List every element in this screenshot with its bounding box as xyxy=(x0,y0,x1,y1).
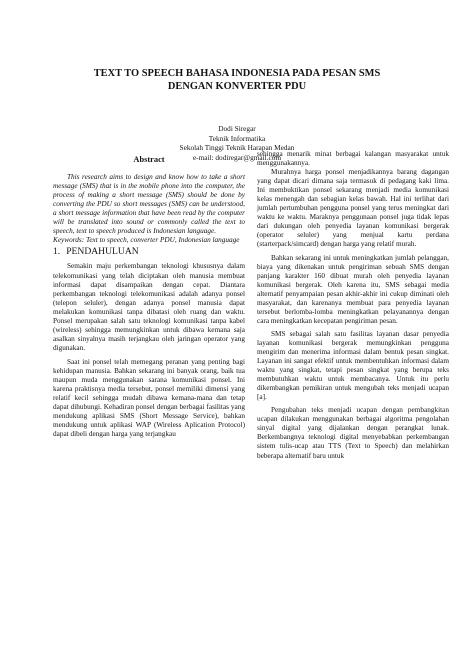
author-department: Teknik Informatika xyxy=(208,133,266,143)
title-line-1: TEXT TO SPEECH BAHASA INDONESIA PADA PESAN SMS xyxy=(93,68,381,79)
left-column xyxy=(53,150,245,439)
section-number: 1. xyxy=(53,246,61,258)
author-email: e-mail: dodiregar@gmail.com xyxy=(192,152,282,162)
intro-paragraph-2: Saat ini ponsel telah memegang peranan yang penting bagi kehidupan manusia. Bahkan sekarang ini banyak orang, baik tua maupun muda menggunakan sarana komunikasi ponsel. Ini karena praktisnya media tersebut, ponsel memiliki dimensi yang relatif kecil sehingga mudah dibawa kemana-mana dan tetap dapat dihubungi. Kehadiran ponsel dengan berbagai fasilitas yang mendukung aplikasi SMS (Short Message Service), bahkan mendukung untuk aplikasi WAP (Wireless Aplication Protocol) dapat dibeli dengan harga yang terjangkau xyxy=(53,357,245,439)
author-name: Dodi Siregar xyxy=(218,124,256,133)
intro-paragraph-1: Semakin maju perkembangan teknologi khususnya dalam telekomunikasi yang telah diciptakan oleh manusia membuat informasi dapat disampaikan dengan cepat. Diantara perkembangan teknologi telekomunikasi adalah adanya ponsel (telepon seluler), dengan adanya ponsel manusia dapat melakukan komunikasi tanpa dibatasi oleh ruang dan waktu. Ponsel merupakan salah satu teknologi komunikasi tanpa kabel (wireless) sehingga memungkinkan untuk dibawa kemana saja asalkan sinyalnya masih terjangkau oleh jaringan operator yang digunakan. xyxy=(53,262,245,352)
paper-title xyxy=(0,68,474,93)
right-paragraph-1: sehingga menarik minat berbagai kalangan masyarakat untuk menggunakannya. xyxy=(257,150,449,168)
right-paragraph-3: Bahkan sekarang ini untuk meningkatkan jumlah pelanggan, biaya yang dikenakan untuk pengiriman sebuah SMS dengan panjang karakter 160 dibuat murah oleh penyedia layanan komunikasi bergerak. Oleh karena itu, SMS sebagai media alternatif penyampaian pesan akhir-akhir ini cukup diminati oleh masyarakat, dan karenanya membuat para penyedia layanan tersebut berlomba-lomba meningkatkan pelayanannya dengan cara meningkatkan kecepatan pengiriman pesan. xyxy=(257,253,449,325)
keywords: Keywords: Text to speech, converter PDU, Indonesian language xyxy=(53,236,240,245)
right-column xyxy=(257,150,449,461)
section-title: PENDAHULUAN xyxy=(66,246,139,258)
abstract-text: This research aims to design and know how to take a short message (SMS) that is in the mobile phone into the computer, the process of making a short message (SMS) should be done by converting the PDU so short messages (SMS) can be understood, a short message information that have been read by the computer will be translated into sound or commonly called the text to speech, text to speech produced is Indonesian language. xyxy=(53,173,245,236)
abstract-heading: Abstract xyxy=(133,155,165,164)
author-institution: Sekolah Tinggi Teknik Harapan Medan xyxy=(179,143,295,152)
section-heading xyxy=(53,247,245,256)
right-paragraph-5: Pengubahan teks menjadi ucapan dengan pembangkitan ucapan dilakukan menggunakan berbagai algoritma pengolahan sinyal digital yang dijalankan dengan perangkat lunak. Berkembangnya teknologi digital menyebabkan perkembangan sistem tulis-ucap atau TTS (Text to Speech) dan melahirkan beberapa alternatif baru untuk xyxy=(257,406,449,460)
right-paragraph-2: Murahnya harga ponsel menjadikannya barang dagangan yang dapat dicari dimana saja termasuk di pedagang kaki lima. Ini membuktikan ponsel sekarang menjadi media komunikasi kelas menengah dan sebagian kelas bawah. Hal ini terlihat dari jumlah pertumbuhan pengguna ponsel yang terus meningkat dari waktu ke waktu. Maraknya penggunaan ponsel juga tidak lepas dari dukungan oleh penyedia layanan komunikasi bergerak (operator seluler) yang menjual kartu perdana (starterpack/simcard) dengan harga yang relatif murah. xyxy=(257,168,449,249)
right-paragraph-4: SMS sebagai salah satu fasilitas layanan dasar penyedia layanan komunikasi bergerak memungkinkan pengguna mengirim dan menerima informasi dalam bentuk pesan singkat. Layanan ini sangat efektif untuk membentuhkan informasi dalam waktu yang singkat, tetapi pesan singkat yang berupa teks membutuhkan waktu untuk membacanya. Untuk itu perlu dikembangkan pemikiran untuk mengubah teks menjadi ucapan [a]. xyxy=(257,329,449,402)
title-line-2: DENGAN KONVERTER PDU xyxy=(167,80,307,92)
